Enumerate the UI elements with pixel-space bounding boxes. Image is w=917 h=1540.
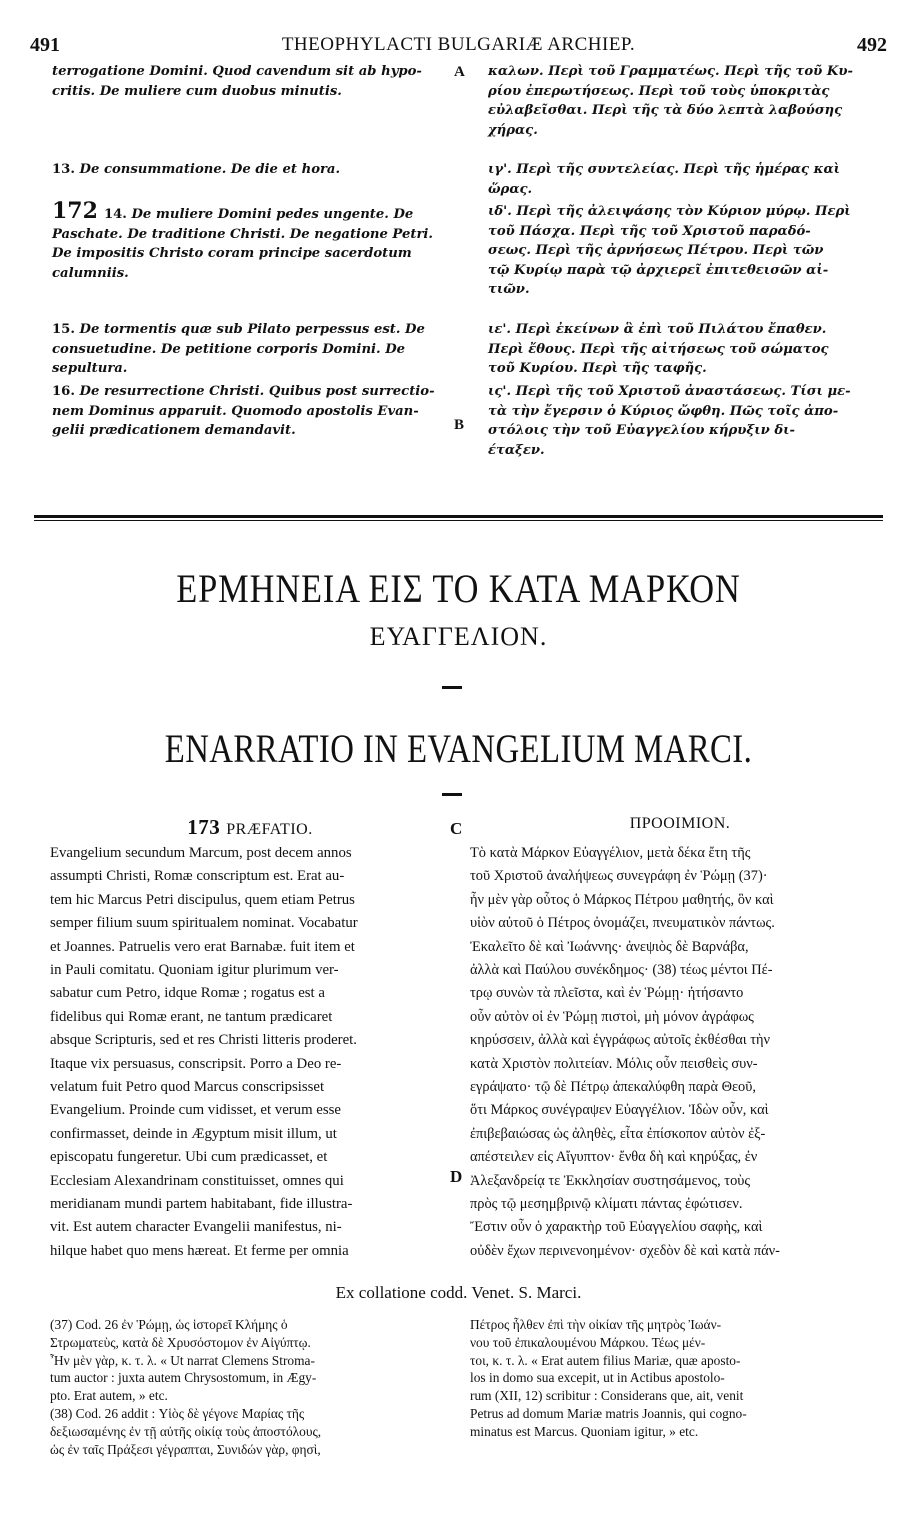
text-line: Itaque vix persuasus, conscripsit. Porro a Deo re- [50, 1055, 342, 1072]
text-line: Evangelium. Proinde cum vidisset, et verum esse [50, 1102, 341, 1119]
margin-letter-c: C [450, 819, 463, 838]
text-line: ὥρας. [488, 181, 533, 197]
column-number: 172 [52, 198, 98, 224]
text-line: meridianam mundi partem habitabant, fide illustra- [50, 1196, 353, 1212]
text-line: Paschate. De traditione Christi. De negatione Petri. [52, 226, 434, 242]
text-line: Ἀλεξανδρείᾳ τε Ἐκκλησίαν συστησάμενος, τοὺς [470, 1172, 751, 1189]
text-line: τοῦ Κυρίου. Περὶ τῆς ταφῆς. [488, 361, 707, 376]
contents-entry [488, 160, 893, 199]
text-line: pto. Erat autem, » etc. [50, 1388, 168, 1404]
contents-entry [52, 320, 450, 379]
text-line: νου τοῦ ἐπικαλουμένου Μάρκου. Τέως μέν- [470, 1334, 706, 1350]
greek-subtitle: ΕΥΑΓΓΕΛΙΟΝ. [369, 622, 548, 651]
text-line: τοι, κ. τ. λ. « Erat autem filius Mariæ, quæ aposto- [470, 1352, 741, 1368]
text-line: rum (XII, 12) scribitur : Considerans que, ait, venit [470, 1388, 744, 1404]
text-line: gelii prædicationem demandavit. [52, 423, 296, 438]
text-line: οὖν αὐτὸν οἱ ἐν Ῥώμῃ πιστοὶ, μὴ μόνον ἀγράφως [470, 1008, 754, 1025]
text-line: Evangelium secundum Marcum, post decem annos [50, 845, 352, 861]
text-line: στόλοις τὴν τοῦ Εὐαγγελίου κήρυξιν δι- [488, 423, 795, 438]
text-line: tem hic Marcus Petri discipulus, quem etiam Petrus [50, 891, 355, 908]
page-number-right: 492 [857, 34, 887, 56]
contents-entry [52, 382, 450, 441]
text-line: consuetudine. De petitione corporis Domini. De [52, 341, 406, 357]
text-line: ιγ'. Περὶ τῆς συντελείας. Περὶ τῆς ἡμέρας καὶ [488, 162, 841, 177]
text-line: ἀλλὰ καὶ Παύλου συνέκδημος· (38) τέως μέντοι Πέ- [470, 962, 773, 978]
text-line: vit. Est autem character Evangelii manifestus, ni- [50, 1219, 342, 1236]
title-dash [442, 686, 462, 689]
text-line: σεως. Περὶ τῆς ἀρνήσεως Πέτρου. Περὶ τῶν [488, 243, 824, 258]
text-line: assumpti Christi, Romæ conscriptum est. Erat au- [50, 868, 345, 885]
text-line: minatus est Marcus. Quoniam igitur, » etc. [470, 1423, 699, 1439]
text-line: Ἔστιν οὖν ὁ χαρακτὴρ τοῦ Εὐαγγελίου σαφὴς, καὶ [470, 1219, 763, 1236]
text-line: in Pauli comitatu. Quoniam igitur plurimum ver- [50, 962, 339, 978]
latin-title: ENARRATIO IN EVANGELIUM MARCI. [164, 726, 753, 771]
text-line: velatum fuit Petro quod Marcus conscripsisset [50, 1079, 325, 1095]
greek-preface-heading: ΠΡΟΟΙΜΙΟΝ. [629, 815, 731, 832]
contents-entry [488, 202, 893, 300]
text-line: De muliere Domini pedes ungente. De [131, 207, 414, 222]
contents-entry [52, 62, 450, 101]
text-line: ἦν μὲν γὰρ οὗτος ὁ Μάρκος Πέτρου μαθητής, ὃν καὶ [470, 891, 774, 908]
greek-title: ΕΡΜΗΝΕΙΑ ΕΙΣ ΤΟ ΚΑΤΑ ΜΑΡΚΟΝ [176, 566, 741, 611]
entry-number: 14. [103, 207, 127, 222]
text-line: εγράψατο· τῷ δὲ Πέτρῳ ἀπεκαλύφθη παρὰ Θεοῦ, [470, 1079, 756, 1095]
text-line: χήρας. [488, 122, 538, 138]
text-line: εὐλαβεῖσθαι. Περὶ τῆς τὰ δύο λεπτὰ λαβούσης [488, 103, 843, 118]
chapter-contents [40, 62, 887, 492]
text-line: fidelibus qui Romæ erant, ne tantum prædicaret [50, 1008, 333, 1025]
text-line: Πέτρος ἦλθεν ἐπὶ τὴν οἰκίαν τῆς μητρὸς Ἰωάν- [470, 1317, 722, 1332]
contents-entry [488, 320, 893, 379]
text-line: calumniis. [52, 265, 129, 281]
text-line: Περὶ ἔθους. Περὶ τῆς αἰτήσεως τοῦ σώματος [488, 341, 829, 357]
section-divider-thin [34, 520, 883, 521]
running-title: THEOPHYLACTI BULGARIÆ ARCHIEP. [281, 34, 636, 55]
text-line: ιε'. Περὶ ἐκείνων ἃ ἐπὶ τοῦ Πιλάτου ἔπαθεν. [488, 322, 827, 337]
text-line: τρῳ συνὼν τὰ πλεῖστα, καὶ ἐν Ῥώμῃ· ἠτήσαντο [470, 985, 744, 1002]
text-line: ἐπιβεβαιώσας ὡς ἀληθὲς, εἶτα ἐπίσκοπον αὐτὸν ἐξ- [470, 1125, 766, 1142]
text-line: Petrus ad domum Mariæ matris Joannis, qui cogno- [470, 1406, 747, 1421]
text-line: terrogatione Domini. Quod cavendum sit ab hypo- [52, 64, 422, 79]
text-line: semper filium suum spiritualem nominat. Vocabatur [50, 915, 358, 932]
text-line: De tormentis quæ sub Pilato perpessus est. De [79, 322, 425, 337]
running-head [30, 34, 887, 58]
entry-number: 13. [52, 162, 75, 177]
text-line: τοῦ Πάσχα. Περὶ τῆς τοῦ Χριστοῦ παραδό- [488, 223, 811, 239]
footnotes [40, 1316, 887, 1516]
text-line: τὰ τὴν ἔγερσιν ὁ Κύριος ὤφθη. Πῶς τοῖς ἀπο- [488, 403, 839, 419]
text-line: critis. De muliere cum duobus minutis. [52, 83, 342, 99]
text-line: Ἐκαλεῖτο δὲ καὶ Ἰωάννης· ἀνεψιὸς δὲ Βαρνάβα, [470, 938, 749, 955]
text-line: δεξιωσαμένης ἐν τῇ αὐτῆς οἰκίᾳ τοὺς ἀποστόλους, [50, 1423, 322, 1439]
text-line: (37) Cod. 26 ἐν Ῥώμῃ, ὡς ἱστορεῖ Κλήμης ὁ [50, 1317, 288, 1332]
collation-note: Ex collatione codd. Venet. S. Marci. [335, 1283, 582, 1302]
text-line: τιῶν. [488, 282, 530, 297]
text-line: (38) Cod. 26 addit : Υἱὸς δὲ γέγονε Μαρίας τῆς [50, 1406, 305, 1421]
text-line: τοῦ Χριστοῦ ἀναλήψεως συνεγράφη ἐν Ῥώμῃ (37)· [470, 868, 768, 885]
contents-entry [52, 160, 450, 180]
text-line: Τὸ κατὰ Μάρκον Εὐαγγέλιον, μετὰ δέκα ἔτη τῆς [470, 845, 751, 861]
text-line: De impositis Christo coram principe sacerdotum [52, 246, 412, 261]
text-line: οὐδὲν ἔχων περινενοημένον· σχεδὸν δὲ καὶ κατὰ πάν- [470, 1242, 780, 1259]
contents-entry [488, 62, 893, 140]
text-line: Στρωματεὺς, κατὰ δὲ Χρυσόστομον ἐν Αἰγύπτῳ. [50, 1334, 311, 1350]
contents-entry [52, 198, 450, 283]
entry-number: 16. [52, 384, 75, 399]
text-line: ιδ'. Περὶ τῆς ἀλειψάσης τὸν Κύριον μύρῳ. Περὶ [488, 204, 851, 219]
margin-letter-d: D [450, 1167, 463, 1186]
text-line: πρὸς τῷ μεσημβρινῷ κλίματι πάντας ἐφώτισεν. [470, 1196, 743, 1212]
text-line: episcopatu fungeretur. Ubi cum prædicasset, et [50, 1149, 328, 1166]
text-line: ρίου ἐπερωτήσεως. Περὶ τοῦ τοὺς ὑποκριτὰς [488, 83, 830, 99]
text-line: έταξεν. [488, 442, 545, 458]
text-line: tum auctor : juxta autem Chrysostomum, in Ægy- [50, 1370, 317, 1386]
margin-letter-b: B [454, 417, 465, 433]
text-line: absque Scripturis, sed et res Christi litteris proderet. [50, 1032, 357, 1049]
preface-body [40, 815, 887, 1275]
text-line: κατὰ Χριστὸν πολιτείαν. Μόλις οὖν πεισθεὶς συν- [470, 1055, 758, 1072]
text-line: κηρύσσειν, ἀλλὰ καὶ ἐγγράφως αὐτοῖς ἐκθέσθαι τὴν [470, 1032, 771, 1049]
text-line: nem Dominus apparuit. Quomodo apostolis Evan- [52, 403, 419, 419]
text-line: ὅτι Μάρκος συνέγραψεν Εὐαγγέλιον. Ἰδὼν οὖν, καὶ [470, 1102, 769, 1119]
text-line: απέστειλεν εἰς Αἴγυπτον· ἔνθα δὴ καὶ κηρύξας, ἐν [470, 1149, 758, 1166]
text-line: De resurrectione Christi. Quibus post surrectio- [79, 384, 435, 399]
text-line: υἱὸν αὐτοῦ ὁ Πέτρος ὀνομάζει, πνευματικὸν πάντως. [470, 915, 775, 932]
text-line: sepultura. [52, 361, 128, 376]
text-line: ὡς ἐν ταῖς Πράξεσι γέγραπται, Συνιδών γὰρ, φησὶ, [50, 1441, 321, 1457]
section-divider [34, 515, 883, 518]
text-line: ις'. Περὶ τῆς τοῦ Χριστοῦ ἀναστάσεως. Τίσι με- [488, 384, 851, 399]
text-line: confirmasset, deinde in Ægyptum misit illum, ut [50, 1125, 337, 1142]
latin-preface-heading [50, 815, 450, 840]
text-line: De consummatione. De die et hora. [79, 162, 341, 177]
text-line: τῷ Κυρίῳ παρὰ τῷ ἀρχιερεῖ ἐπιτεθεισῶν αἰ- [488, 262, 829, 278]
text-line: sabatur cum Petro, idque Romæ ; rogatus est a [50, 985, 325, 1002]
heading-text: PRÆFATIO. [226, 821, 313, 838]
contents-entry [488, 382, 893, 460]
title-dash [442, 793, 462, 796]
text-line: et Joannes. Patruelis vero erat Barnabæ. fuit item et [50, 938, 355, 955]
text-line: Ecclesiam Alexandrinam constituisset, omnes qui [50, 1172, 344, 1189]
text-line: hilque habet quo mens hæreat. Et ferme per omnia [50, 1242, 349, 1259]
text-line: καλων. Περὶ τοῦ Γραμματέως. Περὶ τῆς τοῦ Κυ- [488, 64, 853, 79]
text-line: los in domo sua excepit, ut in Actibus apostolo- [470, 1370, 725, 1386]
page-number-left: 491 [30, 34, 60, 56]
entry-number: 15. [52, 322, 75, 337]
column-number: 173 [187, 815, 221, 839]
margin-letter-a: A [454, 64, 465, 80]
text-line: Ἦν μὲν γὰρ, κ. τ. λ. « Ut narrat Clemens Stroma- [50, 1352, 315, 1368]
